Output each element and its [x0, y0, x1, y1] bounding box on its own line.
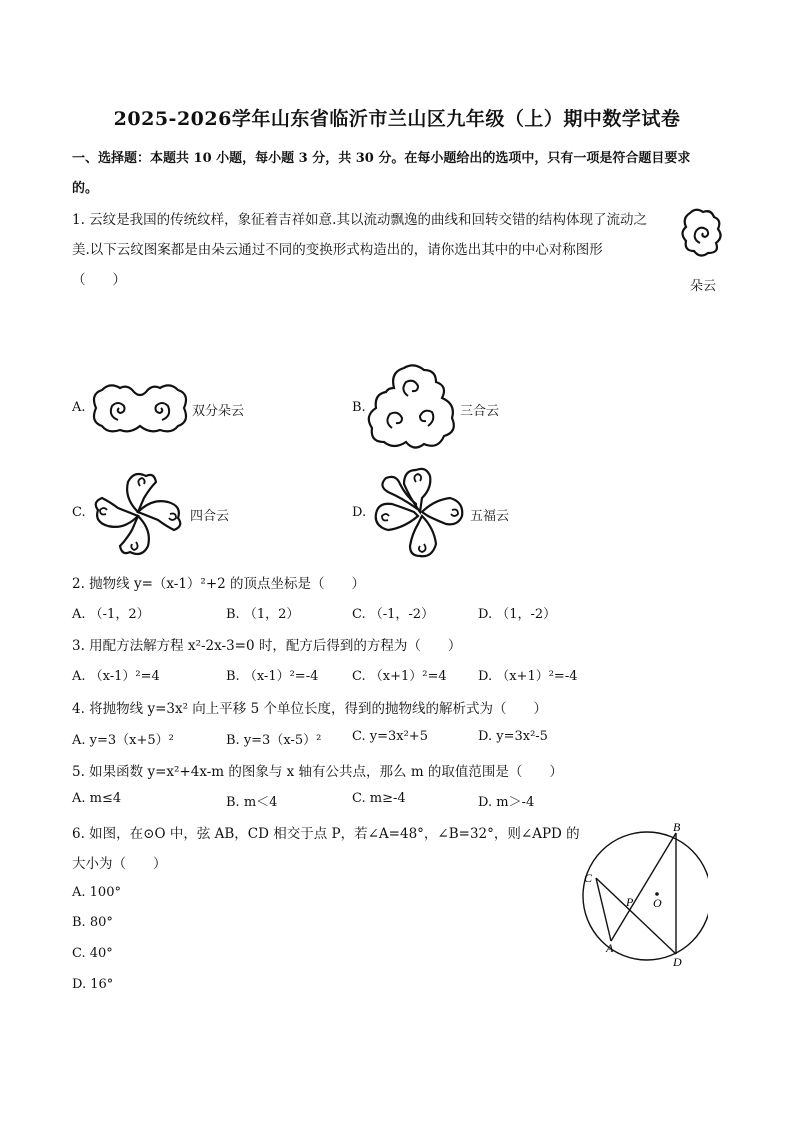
- q1-option-d-caption: 五福云: [470, 509, 510, 524]
- q1-option-a-letter[interactable]: A.: [72, 400, 86, 415]
- q2-option-d[interactable]: D. （1，-2）: [478, 607, 557, 622]
- q5-option-a[interactable]: A. m≤4: [72, 791, 122, 806]
- q6-option-d[interactable]: D. 16°: [72, 977, 114, 992]
- q3-stem: 3. 用配方法解方程 x²-2x-3=0 时，配方后得到的方程为（ ）: [72, 638, 462, 654]
- circle-chords-figure: [578, 818, 708, 974]
- q1-option-d-letter[interactable]: D.: [352, 505, 367, 520]
- q5-option-d[interactable]: D. m＞-4: [478, 795, 535, 810]
- q1-stem-line1: 1. 云纹是我国的传统纹样，象征着吉祥如意.其以流动飘逸的曲线和回转交错的结构体现了流动之: [72, 212, 647, 228]
- label-a: A: [606, 941, 614, 955]
- label-o: O: [653, 896, 662, 910]
- q6-stem-line1: 6. 如图，在⊙O 中，弦 AB，CD 相交于点 P，若∠A=48°，∠B=32°，则∠APD 的: [72, 826, 580, 842]
- wufu-cloud-figure: [370, 464, 470, 562]
- duoyun-cloud-figure: [676, 205, 728, 263]
- q4-option-d[interactable]: D. y=3x²-5: [478, 729, 548, 744]
- q3-option-d[interactable]: D. （x+1）²=-4: [478, 669, 578, 684]
- q5-option-b[interactable]: B. m＜4: [226, 795, 278, 810]
- q1-option-b-caption: 三合云: [460, 404, 500, 419]
- q2-option-c[interactable]: C. （-1，-2）: [352, 607, 435, 622]
- q4-stem: 4. 将抛物线 y=3x² 向上平移 5 个单位长度，得到的抛物线的解析式为（ ）: [72, 701, 547, 717]
- q1-option-c-letter[interactable]: C.: [72, 505, 86, 520]
- q1-stem-line2: 美.以下云纹图案都是由朵云通过不同的变换形式构造出的，请你选出其中的中心对称图形: [72, 242, 603, 258]
- q6-stem-line2: 大小为（ ）: [72, 856, 167, 872]
- q2-option-b[interactable]: B. （1，2）: [226, 607, 300, 622]
- q2-option-a[interactable]: A. （-1，2）: [72, 607, 150, 622]
- q2-stem: 2. 抛物线 y=（x-1）²+2 的顶点坐标是（ ）: [72, 576, 366, 592]
- q1-option-b-letter[interactable]: B.: [352, 400, 366, 415]
- sihe-cloud-figure: [88, 468, 188, 560]
- q3-option-b[interactable]: B. （x-1）²=-4: [226, 669, 319, 684]
- page-title: 2025-2026学年山东省临沂市兰山区九年级（上）期中数学试卷: [113, 108, 681, 130]
- duoyun-caption: 朵云: [690, 279, 717, 294]
- q6-option-c[interactable]: C. 40°: [72, 946, 113, 961]
- q4-option-c[interactable]: C. y=3x²+5: [352, 729, 428, 744]
- q6-option-b[interactable]: B. 80°: [72, 915, 113, 930]
- label-d: D: [673, 955, 682, 969]
- label-c: C: [584, 871, 593, 885]
- q1-option-a-caption: 双分朵云: [192, 404, 245, 419]
- q1-stem-line3: （ ）: [72, 272, 126, 288]
- label-p: P: [626, 895, 634, 909]
- q4-option-b[interactable]: B. y=3（x-5）²: [226, 733, 322, 748]
- q5-option-c[interactable]: C. m≥-4: [352, 791, 406, 806]
- sanhe-cloud-figure: [366, 362, 460, 454]
- shuangfen-cloud-figure: [88, 380, 192, 436]
- q6-option-a[interactable]: A. 100°: [72, 885, 121, 900]
- q4-option-a[interactable]: A. y=3（x+5）²: [72, 733, 174, 748]
- circle-o: [583, 832, 708, 960]
- q3-option-c[interactable]: C. （x+1）²=4: [352, 669, 447, 684]
- q5-stem: 5. 如果函数 y=x²+4x-m 的图象与 x 轴有公共点，那么 m 的取值范围是（ ）: [72, 764, 563, 780]
- q1-option-c-caption: 四合云: [190, 509, 230, 524]
- section-heading-line2: 的。: [72, 181, 99, 196]
- section-heading-line1: 一、选择题：本题共 10 小题，每小题 3 分，共 30 分。在每小题给出的选项中，只有一项是符合题目要求: [72, 151, 691, 166]
- q3-option-a[interactable]: A. （x-1）²=4: [72, 669, 160, 684]
- chord-ab: [611, 833, 676, 941]
- label-b: B: [673, 820, 681, 834]
- segment-ca: [596, 878, 611, 941]
